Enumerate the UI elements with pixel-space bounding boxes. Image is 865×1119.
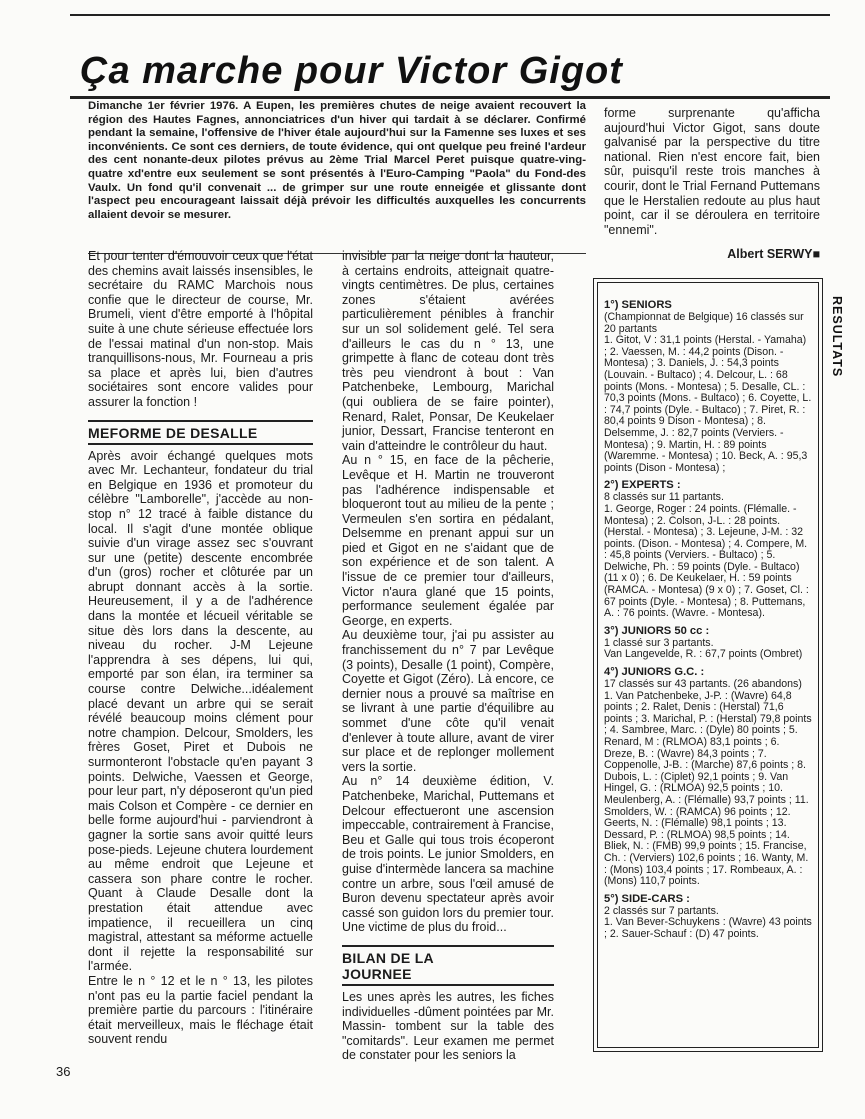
paragraph: forme surprenante qu'afficha aujourd'hui Victor Gigot, sans doute galvanisé par la perspective du titre national. Rien n'est encore fait, bien sûr, puisqu'il reste trois manches à courir, dont le Trial Fernand Puttemans que le Herstalien redoute au plus haut point, car il se déroulera en territoire "ennemi". [604,106,820,237]
results-section-body: 17 classés sur 43 partants. (26 abandons) [604,678,802,691]
results-section-heading: 1°) SENIORS [604,299,672,311]
paragraph: Au n° 14 deuxième édition, V. Patchenbeke, Marichal, Puttemans et Delcour effectueront une ascension impeccable, contrairement à Francise, Beu et Galle qui tous trois écoperont de trois points. Le junior Smolders, en guise d'intermède lancera sa machine contre un arbre, sous l'œil amusé de Buron devenu spectateur après avoir cassé son guidon lors du premier tour. Une victime de plus du froid... [342,774,554,935]
results-section-body: 1 classé sur 3 partants. [604,636,714,649]
paragraph: Au n ° 15, en face de la pêcherie, Levêque et H. Martin ne trouveront pas l'adhérence indispensable et bloqueront tout au milieu de la pente ; Vermeulen s'en sortira en pédalant, Delsemme en prenant appui sur un pied et Gigot en ne s'aidant que de son expérience et de son talent. A l'issue de ce premier tour d'ailleurs, Victor n'aura glané que 15 points, performance seulement égalée par George, en experts. [342,453,554,628]
results-section-body: 2 classés sur 7 partants. [604,904,719,917]
paragraph: invisible par la neige dont la hauteur, à certains endroits, atteignait quatre-vingts centimètres. De plus, certaines zones s'étaient avérées particulièrement pénibles à franchir sur un sol solidement gelé. Tel sera d'ailleurs le cas du n ° 13, une grimpette à flanc de coteau dont très très peu viendront à bout : Van Patchenbeke, Lembourg, Marichal (qui oubliera de se faire pointer), Renard, Ralet, Ponsar, De Keukelaer junior, Dessart, Francise tenteront en vain d'atteindre le contrôleur du haut. [342,249,554,453]
results-section-body: 1. Van Bever-Schuykens : (Wavre) 43 points ; 2. Sauer-Schauf : (D) 47 points. [604,916,812,940]
results-section-body: Van Langevelde, R. : 67,7 points (Ombret) [604,648,803,661]
paragraph: Entre le n ° 12 et le n ° 13, les pilotes n'ont pas eu la partie faciel pendant la première partie du parcours : l'itinéraire était merveilleux, mais le fléchage était souvent rendu [88,973,313,1047]
paragraph: Après avoir échangé quelques mots avec Mr. Lechanteur, fondateur du trial en Belgique en 1936 et promoteur du célèbre "Lamborelle", j'accède au non-stop n° 12 tracé à faible distance du local. Il s'agit d'une montée oblique suivie d'un virage assez sec s'ouvrant sur une (petite) descente encombrée d'un (gros) rocher et clôturée par un abrupt donnant accès à la sortie. Heureusement, il y a de l'adhérence dans la montée et lécueil véritable se situe dès lors dans la descente, au niveau du rocher. J-M Lejeune l'apprendra à ses dépens, lui qui, emporté par son élan, ira terminer sa course contre Delwiche...idéalement placé devant un arbre qui se serait révélé beaucoup moins clément pour notre champion. Delcour, Smolders, les frères Goset, Piret et Dubois ne surmonteront l'obstacle qu'en payant 3 points. Delwiche, Vaessen et George, pour leur part, n'y déposeront qu'un pied mais Colson et Compère - ce dernier en belle forme aujourd'hui - parviendront à gagner la sortie sans avoir quitté leurs pose-pieds. Lejeune chutera lourdement au même endroit que Lejeune et cassera son phare contre le rocher. Quant à Claude Desalle dont la prestation était attendue avec impatience, il recueillera un cinq magistral, attestant sa méforme actuelle dont il rejette la responsabilité sur l'armée. [88,448,313,974]
title-rule [70,96,830,99]
page-number: 36 [56,1064,71,1079]
subheading-bilan-line1: BILAN DE LA [342,949,434,966]
results-section-heading: 4°) JUNIORS G.C. : [604,666,705,679]
article-intro: Dimanche 1er février 1976. A Eupen, les premières chutes de neige avaient recouvert la région des Hautes Fagnes, annonciatrices d'un hiver qui tardait à se déclarer. Confirmé pendant la semaine, l'offensive de l'hiver étale aujourd'hui sur la Famenne ses luxes et ses inconvénients. Ce sont ces derniers, de toute évidence, qui ont quelque peu freiné l'ardeur des cent nonante-deux pilotes prévus au 2ème Trial Marcel Peret puisque quatre-ving-quatre xd'entre eux seulement se sont présentés à l'Euro-Camping "Paola" du Fond-des Vaulx. Un fond qu'il convenait ... de grimper sur une route enneigée et glissante dont l'aspect peu encourageant laissait déjà prévoir les difficultés auxquelles les concurrents allaient devoir se mesurer. [88,100,586,221]
column-1 [88,249,313,1047]
results-section-body: 8 classés sur 11 partants. [604,491,724,504]
subheading-bilan [342,945,554,986]
subheading-bilan-line2: JOURNEE [342,965,412,982]
article-title: Ça marche pour Victor Gigot [80,50,623,92]
paragraph: Les unes après les autres, les fiches individuelles -dûment pointées par Mr. Massin- tombent sur la table des "comitards". Leur examen me permet de constater pour les seniors la [342,989,554,1063]
paragraph: Et pour tenter d'émouvoir ceux que l'état des chemins avait laissés insensibles, le secrétaire du RAMC Marchois nous confie que le directeur de course, Mr. Brumeli, vient d'être emporté à l'hôpital suite à une chute sérieuse effectuée lors de l'essai matinal d'un non-stop. Mais tranquillisons-nous, Mr. Fourneau a pris sa place et après lui, bien d'autres sociétaires sont encore valides pour assurer la fonction ! [88,249,313,409]
results-section-body: 1. Gitot, V : 31,1 points (Herstal. - Yamaha) ; 2. Vaessen, M. : 44,2 points (Dison. - Montesa) ; 3. Daniels, J. : 54,3 points (Louvain. - Bultaco) ; 4. Delcour, L. : 68 points (Mons. - Montesa) ; 5. Desalle, CL. : 70,3 points (Mons. - Bultaco) ; 6. Coyette, L. : 74,7 points (Dyle. - Bultaco) ; 7. Piret, R. : 80,4 points 9 Dison - Montesa) ; 8. Delsemme, J. : 82,7 points (Verviers. - Montesa) ; 9. Martin, H. : 89 points (Waremme. - Montesa) ; 10. Beck, A. : 95,3 points (Dison - Montesa) ; [604,334,812,474]
results-section-heading: 5°) SIDE-CARS : [604,892,690,905]
results-box [597,282,819,1048]
author-signature: Albert SERWY■ [727,247,820,262]
paragraph: Au deuxième tour, j'ai pu assister au franchissement du n° 7 par Levêque (3 points), Desalle (1 point), Compère, Coyette et Gigot (Zéro). Là encore, ce dernier nous a prouvé sa maîtrise en se livrant à une partie d'équilibre au sommet d'une côte qu'il venait d'enlever à toute allure, avant de virer sur place et de replonger mollement vers la sortie. [342,628,554,774]
results-side-label: RESULTATS [830,296,844,378]
results-section-heading: 2°) EXPERTS : [604,479,681,492]
column-3 [604,106,820,262]
results-section-body: 1. Van Patchenbeke, J-P. : (Wavre) 64,8 points ; 2. Ralet, Denis : (Herstal) 71,6 points ; 3. Marichal, P. : (Herstal) 79,8 points ; 4. Sambree, Marc. : (Dyle) 80 points ; 5. Renard, M : (RLMOA) 83,1 points ; 6. Dreze, B. : (Wavre) 84,3 points ; 7. Coppenolle, J-B. : (Marche) 87,6 points ; 8. Dubois, L. : (Ciplet) 92,1 points ; 9. Van Hingel, G. : (RLMOA) 92,5 points ; 10. Meulenberg, A. : (Flémalle) 93,7 points ; 11. Smolders, W. : (RAMCA) 96 points ; 12. Geerts, N. : (Flémalle) 98,1 points ; 13. Dessard, P. : (RLMOA) 98,5 points ; 14. Bliek, N. : (FMB) 99,9 points ; 15. Francise, Ch. : (Verviers) 102,6 points ; 16. Wanty, M. : (Mons) 103,4 points ; 17. Rombeaux, A. : (Mons) 110,7 points. [604,689,812,888]
results-section-body: 1. George, Roger : 24 points. (Flémalle. - Montesa) ; 2. Colson, J-L. : 28 points. (Herstal. - Montesa) ; 3. Lejeune, J-M. : 32 points. (Dison. - Montesa) ; 4. Compere, M. : 45,8 points (Verviers. - Bultaco) ; 5. Delwiche, Ph. : 59 points (Dyle. - Bultaco) (11 x 0) ; 6. De Keukelaer, H. : 59 points (RAMCA. - Montesa) (9 x 0) ; 7. Goset, Cl. : 67 points (Dyle. - Montesa) ; 8. Puttemans, A. : 76 points. (Wavre. - Montesa). [604,502,809,620]
top-rule [70,14,830,16]
results-section-body: (Championnat de Belgique) 16 classés sur 20 partants [604,311,804,335]
column-2 [342,249,554,1063]
subheading-meforme: MEFORME DE DESALLE [88,420,313,445]
results-section-heading: 3°) JUNIORS 50 cc : [604,624,710,637]
